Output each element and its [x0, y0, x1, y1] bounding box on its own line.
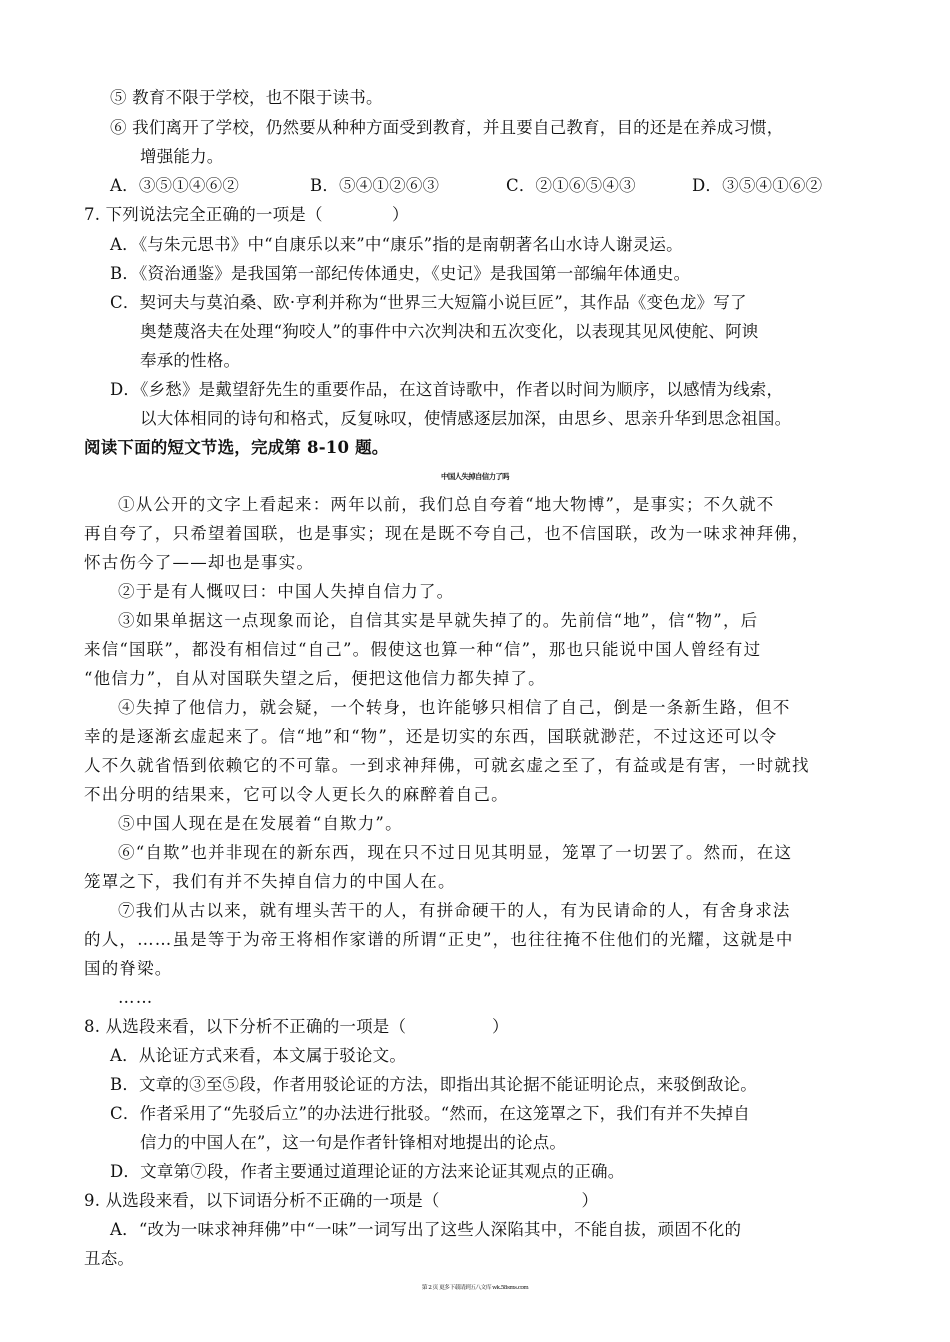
- passage-p4-line4: 不出分明的结果来，它可以令人更长久的麻醉着自己。: [84, 785, 509, 804]
- q9-option-a-line1: A．“改为一味求神拜佛”中“一味”一词写出了这些人深陷其中，不能自拔，顽固不化的: [110, 1220, 742, 1239]
- q8-stem-text: 8. 从选段来看，以下分析不正确的一项是（: [84, 1017, 407, 1036]
- passage-p1-line2: 再自夸了，只希望着国联，也是事实；现在是既不夸自己，也不信国联，改为一味求神拜佛，: [84, 524, 810, 543]
- q7-option-c-line3: 奉承的性格。: [140, 351, 241, 370]
- passage-p4-line1: ④失掉了他信力，就会疑，一个转身，也许能够只相信了自己，倒是一条新生路，但不: [118, 698, 791, 717]
- q6-option-d: D．③⑤④①⑥②: [692, 176, 823, 195]
- passage-p6-line1: ⑥“自欺”也并非现在的新东西，现在只不过日见其明显，笼罩了一切罢了。然而，在这: [118, 843, 793, 862]
- q6-option-b: B．⑤④①②⑥③: [310, 176, 440, 195]
- passage-p1-line3: 怀古伤今了——却也是事实。: [84, 553, 315, 572]
- q8-option-c-line2: 信力的中国人在”，这一句是作者针锋相对地提出的论点。: [140, 1133, 567, 1152]
- passage-p3-line3: “他信力”，自从对国联失望之后，便把这他信力都失掉了。: [84, 669, 546, 688]
- q8-option-a: A．从论证方式来看，本文属于驳论文。: [110, 1046, 407, 1065]
- passage-p1-line1: ①从公开的文字上看起来：两年以前，我们总自夸着“地大物博”，是事实；不久就不: [118, 495, 775, 514]
- q9-stem: [84, 1189, 598, 1213]
- q8-option-d: D．文章第⑦段，作者主要通过道理论证的方法来论证其观点的正确。: [110, 1162, 625, 1181]
- passage-p4-line3: 人不久就省悟到依赖它的不可靠。一到求神拜佛，可就玄虚之至了，有益或是有害，一时就找: [84, 756, 810, 775]
- q9-stem-text: 9. 从选段来看，以下词语分析不正确的一项是（: [84, 1191, 440, 1210]
- q7-option-c-line1: C．契诃夫与莫泊桑、欧·亨利并称为“世界三大短篇小说巨匠”，其作品《变色龙》写了: [110, 293, 747, 312]
- passage-p3-line1: ③如果单据这一点现象而论，自信其实是早就失掉了的。先前信“地”，信“物”，后: [118, 611, 759, 630]
- q7-option-c-line2: 奥楚蔑洛夫在处理“狗咬人”的事件中六次判决和五次变化，以表现其见风使舵、阿谀: [140, 322, 759, 341]
- q6-item-6-line1: ⑥ 我们离开了学校，仍然要从种种方面受到教育，并且要自己教育，目的还是在养成习惯，: [110, 118, 784, 137]
- q8-stem: [84, 1015, 509, 1039]
- passage-title: 中国人失掉自信力了吗: [441, 472, 509, 481]
- q6-options: [110, 174, 822, 198]
- reading-instruction: 阅读下面的短文节选，完成第 8-10 题。: [84, 438, 389, 457]
- passage-p6-line2: 笼罩之下，我们有并不失掉自信力的中国人在。: [84, 872, 456, 891]
- q6-item-6-line2: 增强能力。: [140, 147, 224, 166]
- q8-option-c-line1: C．作者采用了“先驳后立”的办法进行批驳。“然而，在这笼罩之下，我们有并不失掉自: [110, 1104, 750, 1123]
- q7-option-a: A．《与朱元思书》中“自康乐以来”中“康乐”指的是南朝著名山水诗人谢灵运。: [110, 235, 683, 254]
- q7-option-b: B．《资治通鉴》是我国第一部纪传体通史，《史记》是我国第一部编年体通史。: [110, 264, 691, 283]
- passage-ellipsis: ……: [118, 988, 154, 1007]
- passage-p7-line1: ⑦我们从古以来，就有埋头苦干的人，有拼命硬干的人，有为民请命的人，有舍身求法: [118, 901, 791, 920]
- passage-p3-line2: 来信“国联”，都没有相信过“自己”。假使这也算一种“信”，那也只能说中国人曾经有过: [84, 640, 762, 659]
- q7-option-d-line1: D．《乡愁》是戴望舒先生的重要作品，在这首诗歌中，作者以时间为顺序，以感情为线索，: [110, 380, 784, 399]
- q8-option-b: B．文章的③至⑤段，作者用驳论证的方法，即指出其论据不能证明论点，来驳倒敌论。: [110, 1075, 757, 1094]
- passage-p7-line3: 国的脊梁。: [84, 959, 173, 978]
- q6-option-a: A．③⑤①④⑥②: [110, 176, 240, 195]
- q6-option-c: C．②①⑥⑤④③: [506, 176, 636, 195]
- passage-p4-line2: 幸的是逐渐玄虚起来了。信“地”和“物”，还是切实的东西，国联就渺茫，不过这还可以令: [84, 727, 778, 746]
- q7-option-d-line2: 以大体相同的诗句和格式，反复咏叹，使情感逐层加深，由思乡、思亲升华到思念祖国。: [140, 409, 792, 428]
- q7-stem-text: 7. 下列说法完全正确的一项是（: [84, 205, 323, 224]
- passage-p5-line1: ⑤中国人现在是在发展着“自欺力”。: [118, 814, 403, 833]
- q6-item-5: ⑤ 教育不限于学校，也不限于读书。: [110, 88, 383, 107]
- q9-stem-end: ）: [581, 1191, 599, 1210]
- q7-stem-end: ）: [391, 205, 409, 224]
- passage-p2-line1: ②于是有人慨叹曰：中国人失掉自信力了。: [118, 582, 455, 601]
- q9-option-a-line2: 丑态。: [84, 1249, 135, 1268]
- passage-p7-line2: 的人，……虽是等于为帝王将相作家谱的所谓“正史”，也往往掩不住他们的光耀，这就是中: [84, 930, 794, 949]
- q7-stem: [84, 203, 409, 227]
- page-footer: 第 2 页 更多下载请到五八文库 wk.58sms.com: [421, 1285, 529, 1291]
- q8-stem-end: ）: [491, 1017, 509, 1036]
